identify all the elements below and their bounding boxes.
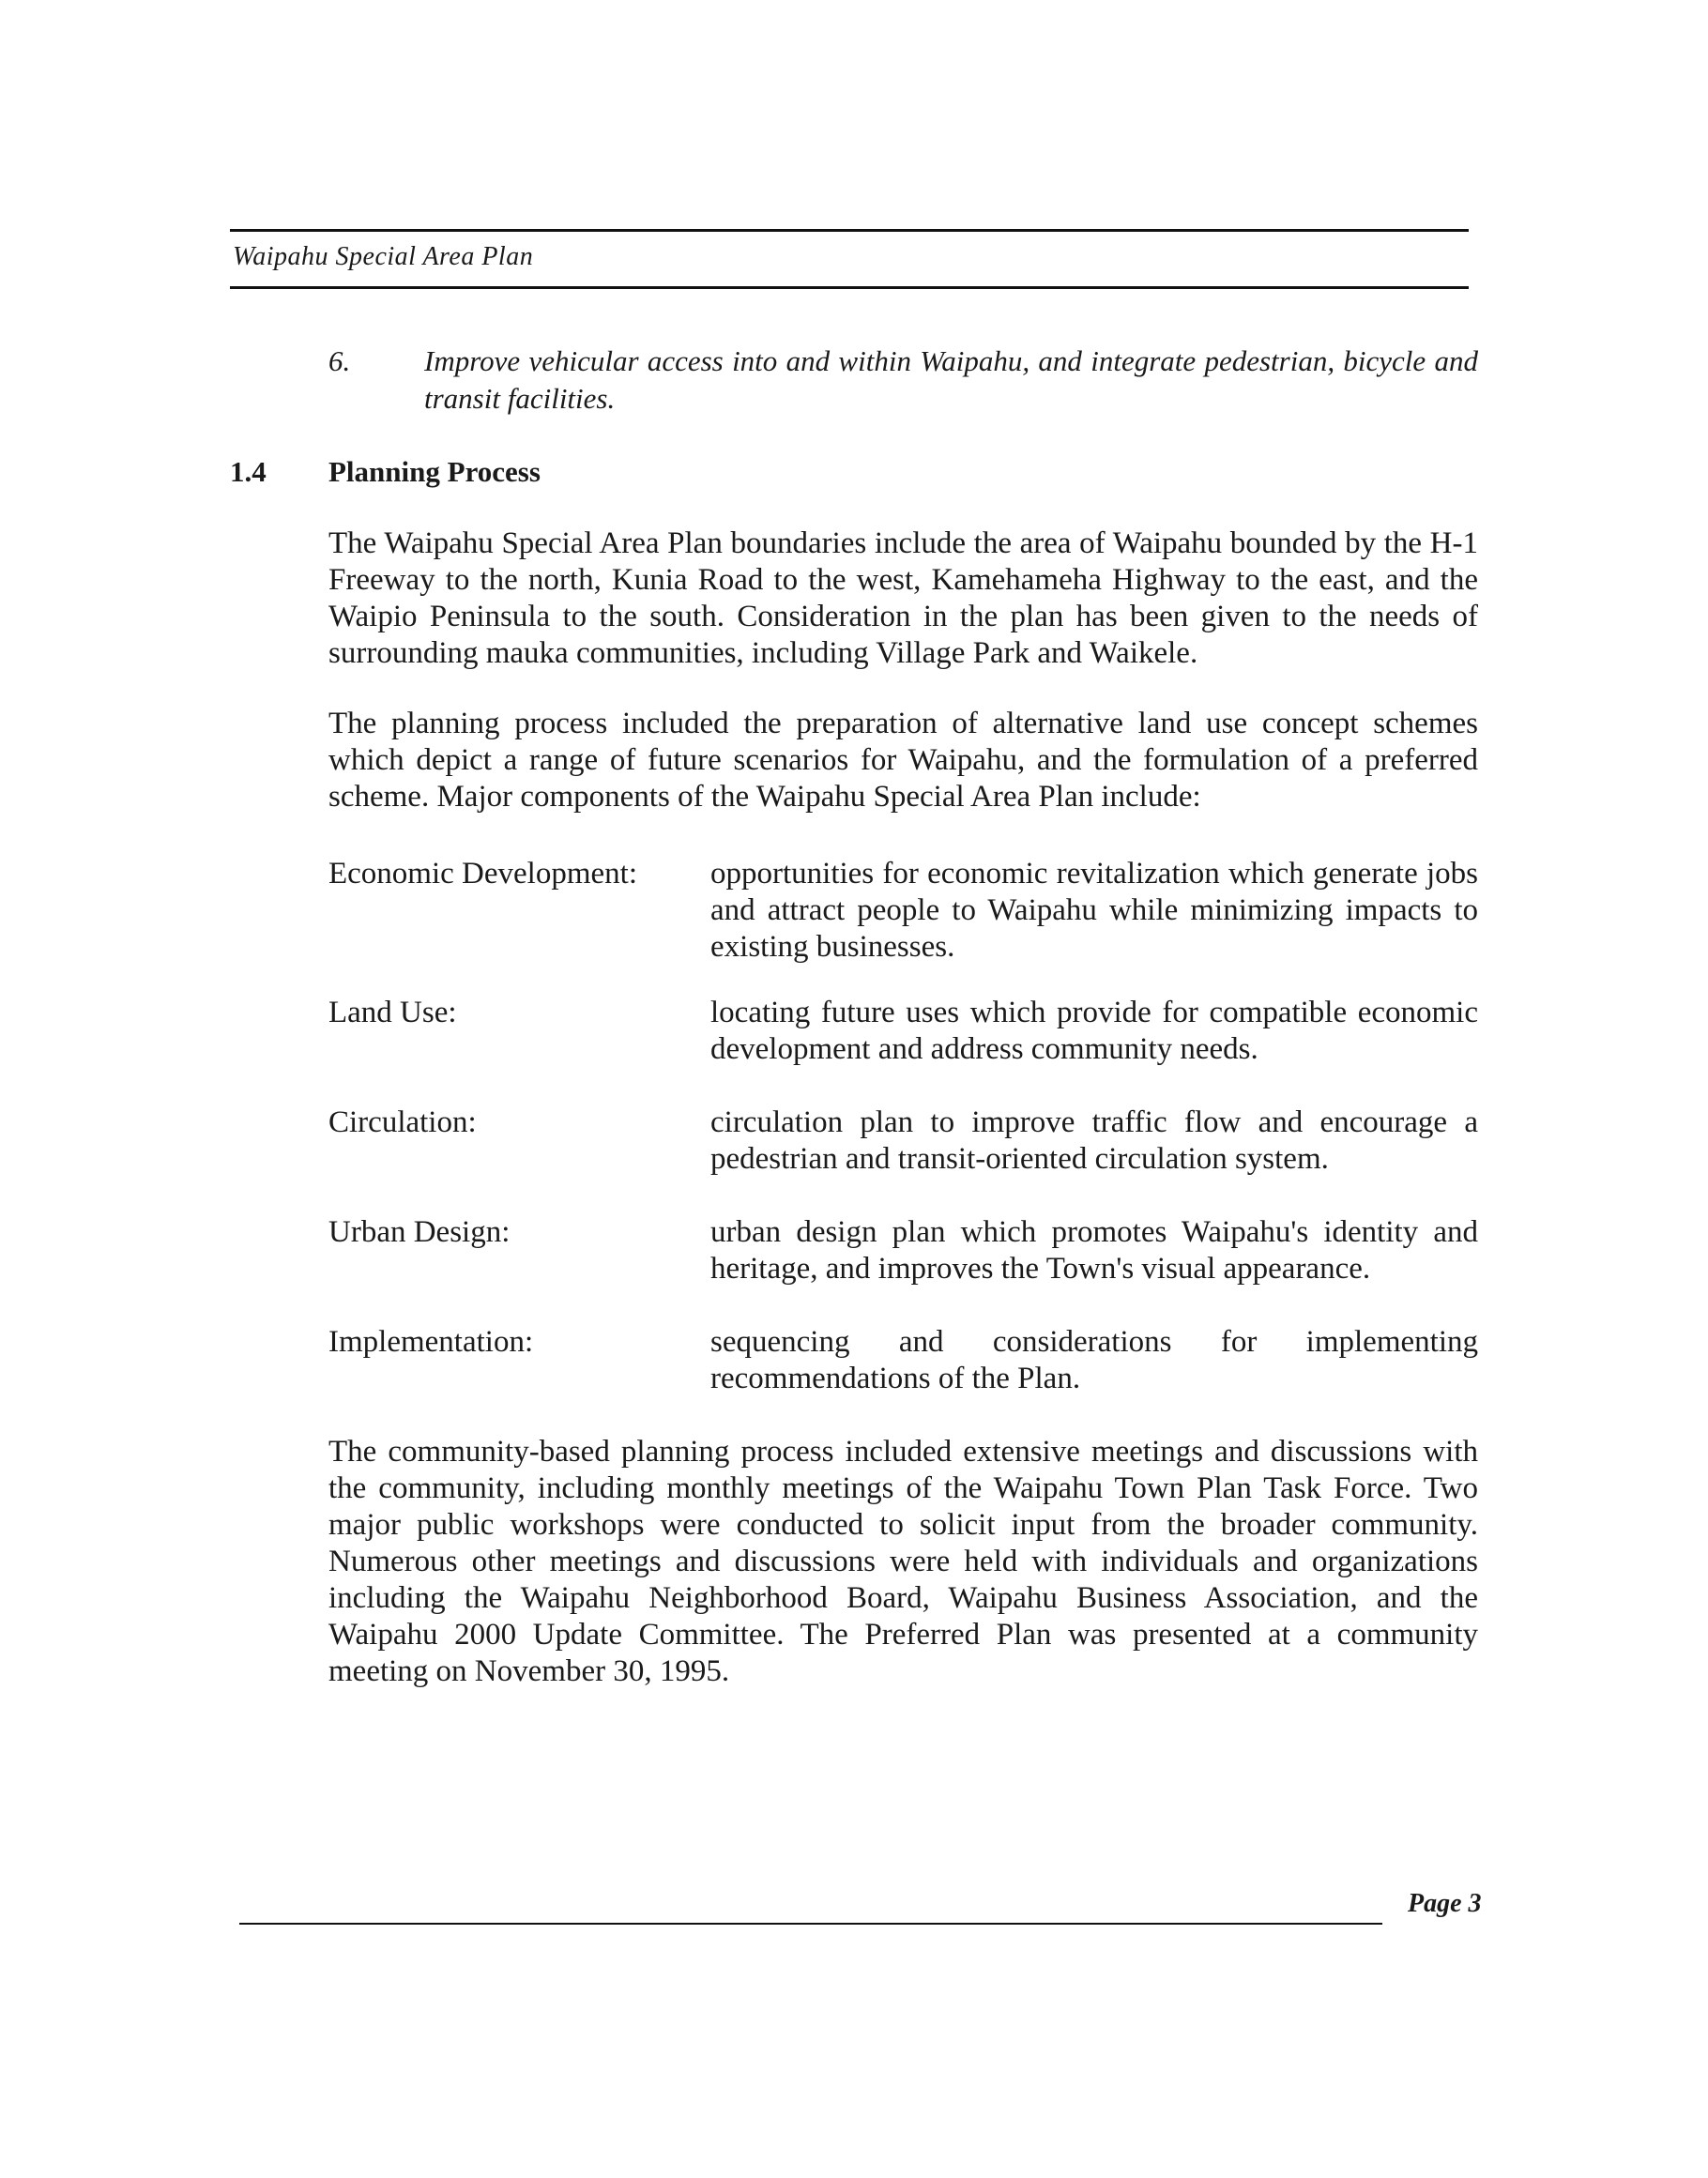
header-bottom-rule <box>230 286 1469 289</box>
component-description: sequencing and considerations for implementing recommendations of the Plan. <box>710 1325 1478 1395</box>
goal-item <box>328 343 1478 418</box>
header-top-rule <box>230 229 1469 232</box>
goal-item-text: Improve vehicular access into and within Waipahu, and integrate pedestrian, bicycle and transit facilities. <box>424 344 1478 415</box>
footer-rule <box>239 1923 1382 1925</box>
component-term: Land Use: <box>328 996 457 1029</box>
running-header-title: Waipahu Special Area Plan <box>233 242 534 271</box>
paragraph-process: The planning process included the preparation of alternative land use concept schemes which depict a range of future scenarios for Waipahu, and the formulation of a preferred scheme. Major components of the Waipahu Special Area Plan include: <box>328 707 1478 814</box>
section-title: Planning Process <box>328 455 541 488</box>
goal-item-number: 6. <box>328 344 351 377</box>
component-term: Implementation: <box>328 1325 534 1359</box>
component-description: urban design plan which promotes Waipahu's identity and heritage, and improves the Town's visual appearance. <box>710 1215 1478 1286</box>
component-description: locating future uses which provide for compatible economic development and address community needs. <box>710 996 1478 1066</box>
paragraph-boundaries: The Waipahu Special Area Plan boundaries include the area of Waipahu bounded by the H-1 Freeway to the north, Kunia Road to the west, Kamehameha Highway to the east, and the Waipio Peninsula to the south. Consideration in the plan has been given to the needs of surrounding mauka communities, including Village Park and Waikele. <box>328 526 1478 670</box>
component-term: Urban Design: <box>328 1215 511 1249</box>
component-term: Economic Development: <box>328 857 637 891</box>
page-number: Page 3 <box>1408 1889 1482 1918</box>
component-description: circulation plan to improve traffic flow and encourage a pedestrian and transit-oriented circulation system. <box>710 1105 1478 1176</box>
component-term: Circulation: <box>328 1105 477 1139</box>
section-number: 1.4 <box>230 455 267 488</box>
section-heading <box>230 455 541 489</box>
component-description: opportunities for economic revitalization which generate jobs and attract people to Waipahu while minimizing impacts to existing businesses. <box>710 857 1478 964</box>
paragraph-community: The community-based planning process included extensive meetings and discussions with the community, including monthly meetings of the Waipahu Town Plan Task Force. Two major public workshops were conducted to solicit input from the broader community. Numerous other meetings and discussions were held with individuals and organizations including the Waipahu Neighborhood Board, Waipahu Business Association, and the Waipahu 2000 Update Committee. The Preferred Plan was presented at a community meeting on November 30, 1995. <box>328 1435 1478 1688</box>
